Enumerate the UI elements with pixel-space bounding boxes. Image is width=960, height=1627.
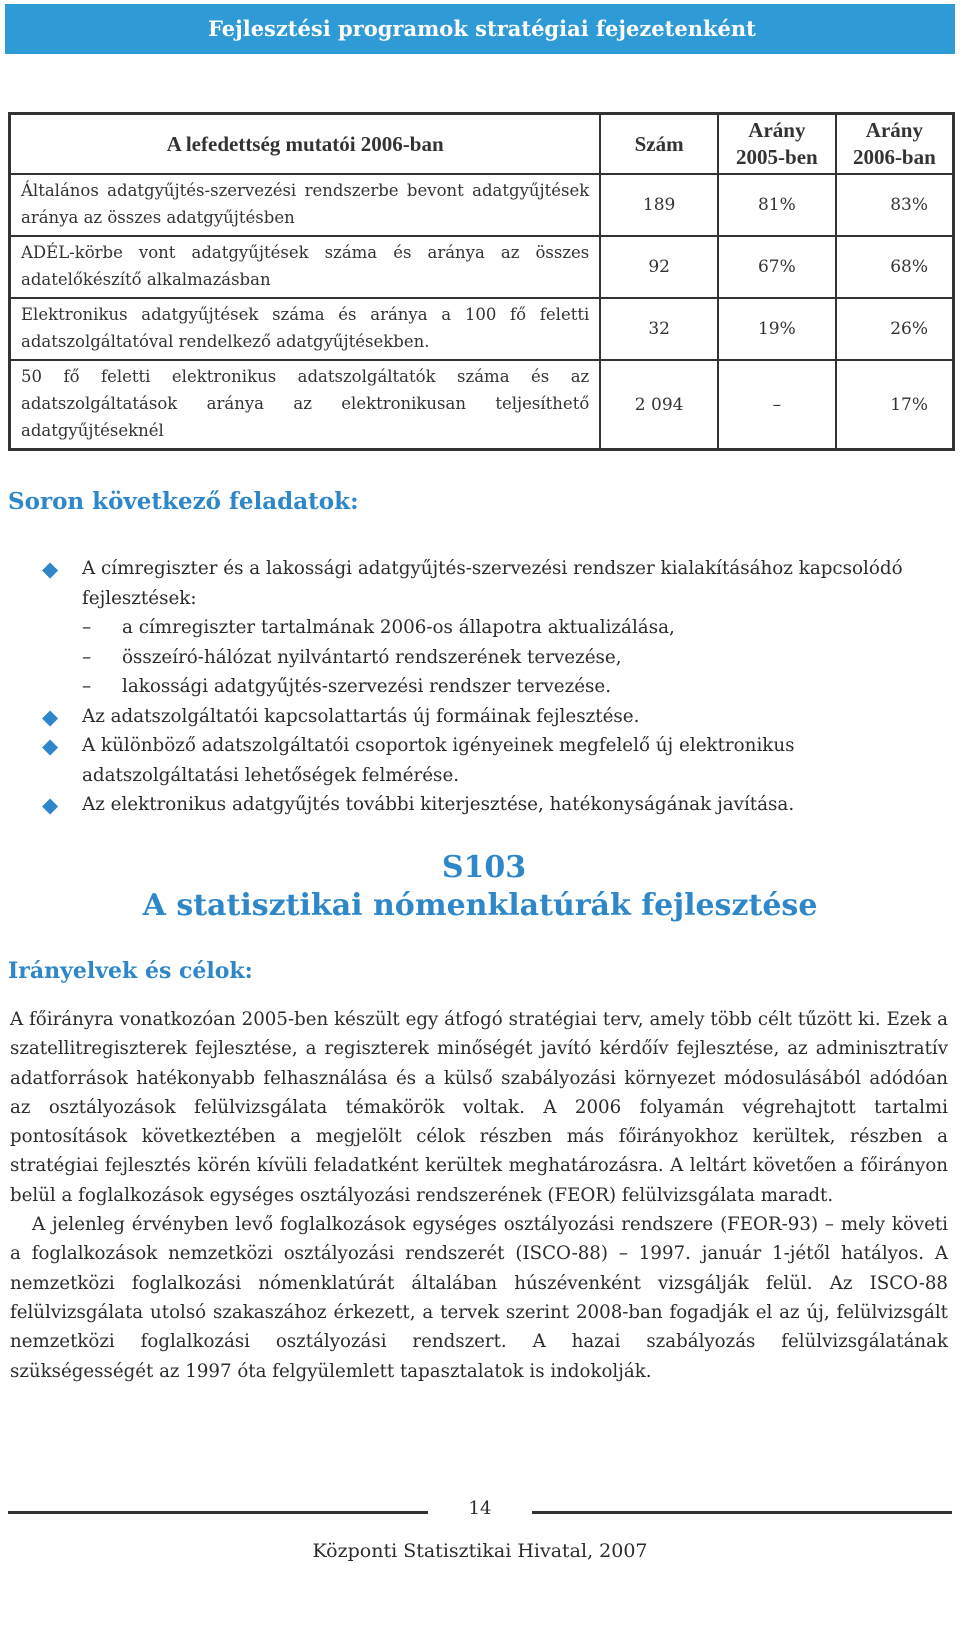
table-row bbox=[10, 174, 954, 236]
tasks-heading: Soron következő feladatok: bbox=[8, 488, 359, 515]
chapter-title: A statisztikai nómenklatúrák fejlesztése bbox=[142, 888, 818, 923]
sub-list-item-text: lakossági adatgyűjtés-szervezési rendszer tervezése. bbox=[122, 676, 612, 697]
header-share-2006 bbox=[836, 114, 954, 175]
header-share-2006-line1: Arány bbox=[865, 118, 923, 142]
row-count: 189 bbox=[600, 174, 718, 236]
list-item-text: A címregiszter és a lakossági adatgyűjtés-szervezési rendszer kialakításához kapcsolódó fejlesztések: bbox=[82, 558, 903, 609]
footer-rule-right bbox=[532, 1511, 952, 1514]
row-share-2005: 67% bbox=[718, 236, 836, 298]
footer-organization: Központi Statisztikai Hivatal, 2007 bbox=[312, 1540, 648, 1562]
list-item-text: A különböző adatszolgáltatói csoportok igényeinek megfelelő új elektronikus adatszolgáltatási lehetőségek felmérése. bbox=[82, 735, 795, 786]
table-row bbox=[10, 298, 954, 360]
dash-bullet: – bbox=[82, 646, 92, 668]
body-paragraph: A jelenleg érvényben levő foglalkozások egységes osztályozási rendszere (FEOR-93) – mely követi a foglalkozások nemzetközi osztályozási rendszerét (ISCO-88) – 1997. január 1-jétől hatályos. A nemzetközi foglalkozási nómenklatúrát általában húszévenként vizsgálják felül. Az ISCO-88 felülvizsgálata utolsó szakaszához érkezett, a tervek szerint 2008-ban fogadják el az új, felülvizsgált nemzetközi foglalkozási osztályozási rendszert. A hazai szabályozás felülvizsgálatának szükségességét az 1997 óta felgyülemlett tapasztalatok is indokolják. bbox=[10, 1214, 948, 1382]
diamond-bullet-icon: ◆ bbox=[42, 557, 59, 581]
dash-bullet: – bbox=[82, 617, 92, 638]
list-item-text: Az elektronikus adatgyűjtés további kiterjesztése, hatékonyságának javítása. bbox=[82, 794, 795, 815]
guidelines-heading: Irányelvek és célok: bbox=[8, 958, 253, 984]
list-item bbox=[40, 790, 950, 820]
header-indicators: A lefedettség mutatói 2006-ban bbox=[10, 114, 601, 175]
guidelines-body bbox=[10, 1005, 948, 1386]
row-label: Általános adatgyűjtés-szervezési rendszerbe bevont adatgyűjtések aránya az összes adatgyűjtésben bbox=[10, 174, 601, 236]
coverage-indicators-table bbox=[8, 112, 955, 451]
header-share-2005-line1: Arány bbox=[748, 118, 806, 142]
diamond-bullet-icon: ◆ bbox=[42, 734, 59, 758]
row-label: 50 fő feletti elektronikus adatszolgáltatók száma és az adatszolgáltatások aránya az elektronikusan teljesíthető adatgyűjtéseknél bbox=[10, 360, 601, 450]
sub-list-item-text: összeíró-hálózat nyilvántartó rendszerének tervezése, bbox=[122, 646, 622, 668]
header-title: Fejlesztési programok stratégiai fejezetenként bbox=[208, 16, 756, 41]
chapter-code: S103 bbox=[441, 850, 527, 885]
sub-list-item-text: a címregiszter tartalmának 2006-os állapotra aktualizálása, bbox=[122, 617, 675, 638]
header-count: Szám bbox=[600, 114, 718, 175]
row-share-2006: 26% bbox=[836, 298, 954, 360]
table-row bbox=[10, 360, 954, 450]
dash-bullet: – bbox=[82, 676, 92, 697]
body-paragraph: A főirányra vonatkozóan 2005-ben készült egy átfogó stratégiai terv, amely több célt tűzött ki. Ezek a szatellitregiszterek fejlesztése, a regiszterek minőségét javító kérdőív fejlesztése, az adminisztratív adatforrások hatékonyabb felhasználása és a külső szabályozási környezet módosulásából adódóan az osztályozások felülvizsgálata témakörök voltak. A 2006 folyamán végrehajtott tartalmi pontosítások következtében a megjelölt célok részben más főirányokhoz kerültek, részben a stratégiai fejlesztés körén kívüli feladatként kerültek meghatározásra. A leltárt követően a főirányon belül a foglalkozások egységes osztályozási rendszerének (FEOR) felülvizsgálata maradt. bbox=[10, 1009, 948, 1206]
row-label: ADÉL-körbe vont adatgyűjtések száma és aránya az összes adatelőkészítő alkalmazásban bbox=[10, 236, 601, 298]
row-count: 2 094 bbox=[600, 360, 718, 450]
list-item bbox=[40, 554, 950, 613]
row-share-2005: – bbox=[718, 360, 836, 450]
row-count: 92 bbox=[600, 236, 718, 298]
header-share-2005 bbox=[718, 114, 836, 175]
list-item bbox=[40, 731, 950, 790]
row-share-2005: 19% bbox=[718, 298, 836, 360]
diamond-bullet-icon: ◆ bbox=[42, 793, 59, 817]
row-label: Elektronikus adatgyűjtések száma és aránya a 100 fő feletti adatszolgáltatóval rendelkező adatgyűjtésekben. bbox=[10, 298, 601, 360]
header-share-2005-line2: 2005-ben bbox=[736, 145, 818, 169]
footer-rule-left bbox=[8, 1511, 428, 1514]
list-item-text: Az adatszolgáltatói kapcsolattartás új formáinak fejlesztése. bbox=[82, 705, 640, 727]
row-count: 32 bbox=[600, 298, 718, 360]
diamond-bullet-icon: ◆ bbox=[42, 704, 59, 729]
header-bar bbox=[5, 4, 955, 54]
row-share-2006: 17% bbox=[836, 360, 954, 450]
row-share-2006: 68% bbox=[836, 236, 954, 298]
table-row bbox=[10, 236, 954, 298]
list-item bbox=[40, 702, 950, 732]
row-share-2005: 81% bbox=[718, 174, 836, 236]
sub-list-item bbox=[40, 672, 950, 702]
row-share-2006: 83% bbox=[836, 174, 954, 236]
sub-list-item bbox=[40, 643, 950, 673]
header-share-2006-line2: 2006-ban bbox=[852, 145, 936, 169]
page-number: 14 bbox=[468, 1498, 492, 1519]
table-header-row bbox=[10, 114, 954, 175]
tasks-list bbox=[40, 554, 950, 820]
sub-list-item bbox=[40, 613, 950, 643]
